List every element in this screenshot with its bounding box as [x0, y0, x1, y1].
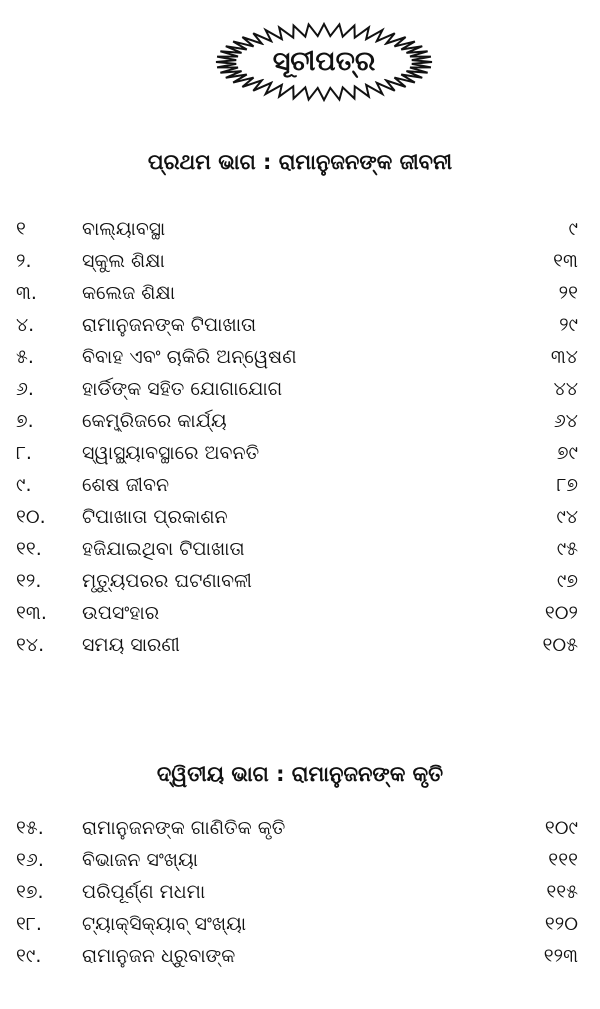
toc-entry-number: ୫. — [16, 346, 34, 368]
toc-entry-number: ୧୩. — [16, 602, 47, 624]
toc-entry-page: ୯୭ — [556, 570, 578, 592]
toc-entry-number: ୧୯. — [16, 945, 42, 967]
toc-entry — [0, 908, 600, 940]
toc-entry — [0, 437, 600, 469]
toc-entry-page: ୯ — [568, 218, 578, 240]
toc-entry-number: ୧୦. — [16, 506, 46, 528]
toc-entry-number: ୧୮. — [16, 913, 42, 935]
toc-entry-title: ଉପସଂହାର — [82, 602, 160, 624]
toc-entry-page: ୯୫ — [556, 538, 578, 560]
toc-entry-page: ୧୦୫ — [542, 634, 578, 656]
toc-entry-title: ବାଲ୍ୟାବସ୍ଥା — [82, 218, 166, 240]
toc-entry-page: ୨୯ — [559, 314, 578, 336]
toc-entry-page: ୯୪ — [556, 506, 578, 528]
toc-entry — [0, 565, 600, 597]
part1-contents-list — [0, 213, 600, 661]
toc-entry-number: ୬. — [16, 378, 34, 400]
toc-entry — [0, 876, 600, 908]
toc-entry-title: ରାମାନୁଜନଙ୍କ ଟିପାଖାତା — [82, 314, 257, 336]
toc-entry — [0, 213, 600, 245]
toc-entry-title: ଟ୍ୟାକ୍‌ସିକ୍ୟାବ୍ ସଂଖ୍ୟା — [82, 913, 247, 935]
toc-entry-page: ୧୦୯ — [544, 817, 578, 839]
toc-entry — [0, 469, 600, 501]
toc-entry — [0, 373, 600, 405]
toc-entry-title: ପରିପୂର୍ଣ୍ଣ ମଧମା — [82, 881, 206, 903]
toc-entry-title: ସ୍କୁଲ ଶିକ୍ଷା — [82, 250, 165, 272]
toc-entry — [0, 341, 600, 373]
part2-contents-list — [0, 812, 600, 972]
toc-entry-page: ୬୪ — [553, 410, 578, 432]
toc-entry-number: ୧୭. — [16, 881, 44, 903]
toc-entry-title: ରାମାନୁଜନ ଧ୍ରୁବାଙ୍କ — [82, 945, 236, 967]
part1-heading: ପ୍ରଥମ ଭାଗ : ରାମାନୁଜନଙ୍କ ଜୀବନୀ — [147, 150, 453, 174]
toc-entry-title: ବିଭାଜନ ସଂଖ୍ୟା — [82, 849, 198, 871]
toc-entry-number: ୪. — [16, 314, 35, 336]
toc-entry-page: ୭୯ — [556, 442, 578, 464]
toc-entry-number: ୨. — [16, 250, 32, 272]
toc-entry-number: ୧ — [16, 218, 26, 240]
toc-entry-page: ୧୩ — [553, 250, 578, 272]
toc-entry — [0, 245, 600, 277]
toc-entry-page: ୧୧୫ — [546, 881, 578, 903]
toc-entry-number: ୭. — [16, 410, 34, 432]
toc-entry — [0, 533, 600, 565]
toc-entry-page: ୧୧୧ — [548, 849, 578, 871]
page-title: ସୂଚୀପତ୍ର — [272, 46, 376, 77]
toc-entry-page: ୨୧ — [558, 282, 578, 304]
toc-entry-page: ୧୨୦ — [544, 913, 578, 935]
toc-entry-title: ରାମାନୁଜନଙ୍କ ଗାଣିତିକ କୃତି — [82, 817, 286, 839]
toc-entry — [0, 629, 600, 661]
toc-entry-title: କେମ୍ବ୍ରିଜରେ କାର୍ଯ୍ୟ — [82, 410, 227, 432]
toc-entry-number: ୧୧. — [16, 538, 42, 560]
toc-entry-number: ୩. — [16, 282, 37, 304]
toc-entry-number: ୧୨. — [16, 570, 42, 592]
toc-entry-title: ବିବାହ ଏବଂ ଚାକିରି ଅନ୍ୱେଷଣ — [82, 346, 297, 368]
toc-entry-title: ମୃତ୍ୟୁପରର ଘଟଣାବଳୀ — [82, 570, 252, 592]
toc-entry-title: ହାର୍ଡିଙ୍କ ସହିତ ଯୋଗାଯୋଗ — [82, 378, 283, 400]
toc-entry-number: ୮. — [16, 442, 32, 464]
toc-entry-number: ୧୪. — [16, 634, 45, 656]
toc-entry-page: ୩୪ — [550, 346, 578, 368]
toc-entry — [0, 309, 600, 341]
toc-entry-page: ୮୭ — [556, 474, 578, 496]
toc-entry-title: ହଜିଯାଇଥିବା ଟିପାଖାତା — [82, 538, 245, 560]
toc-entry — [0, 812, 600, 844]
toc-entry — [0, 405, 600, 437]
toc-entry-page: ୪୪ — [553, 378, 578, 400]
toc-entry — [0, 940, 600, 972]
toc-entry-page: ୧୨୩ — [543, 945, 578, 967]
toc-entry-title: ସ୍ୱାସ୍ଥ୍ୟାବସ୍ଥାରେ ଅବନତି — [82, 442, 260, 464]
toc-entry — [0, 597, 600, 629]
title-badge — [214, 22, 434, 102]
toc-entry-title: ଟିପାଖାତା ପ୍ରକାଶନ — [82, 506, 228, 528]
toc-entry — [0, 844, 600, 876]
toc-entry-number: ୧୬. — [16, 849, 44, 871]
toc-entry-title: ସମୟ ସାରଣୀ — [82, 634, 180, 656]
toc-entry-page: ୧୦୨ — [544, 602, 578, 624]
toc-entry-number: ୧୫. — [16, 817, 44, 839]
toc-entry-number: ୯. — [16, 474, 32, 496]
part2-heading: ଦ୍ୱିତୀୟ ଭାଗ : ରାମାନୁଜନଙ୍କ କୃତି — [156, 762, 444, 786]
toc-entry-title: ଶେଷ ଜୀବନ — [82, 474, 170, 496]
toc-entry-title: କଲେଜ ଶିକ୍ଷା — [82, 282, 176, 304]
toc-entry — [0, 277, 600, 309]
toc-entry — [0, 501, 600, 533]
